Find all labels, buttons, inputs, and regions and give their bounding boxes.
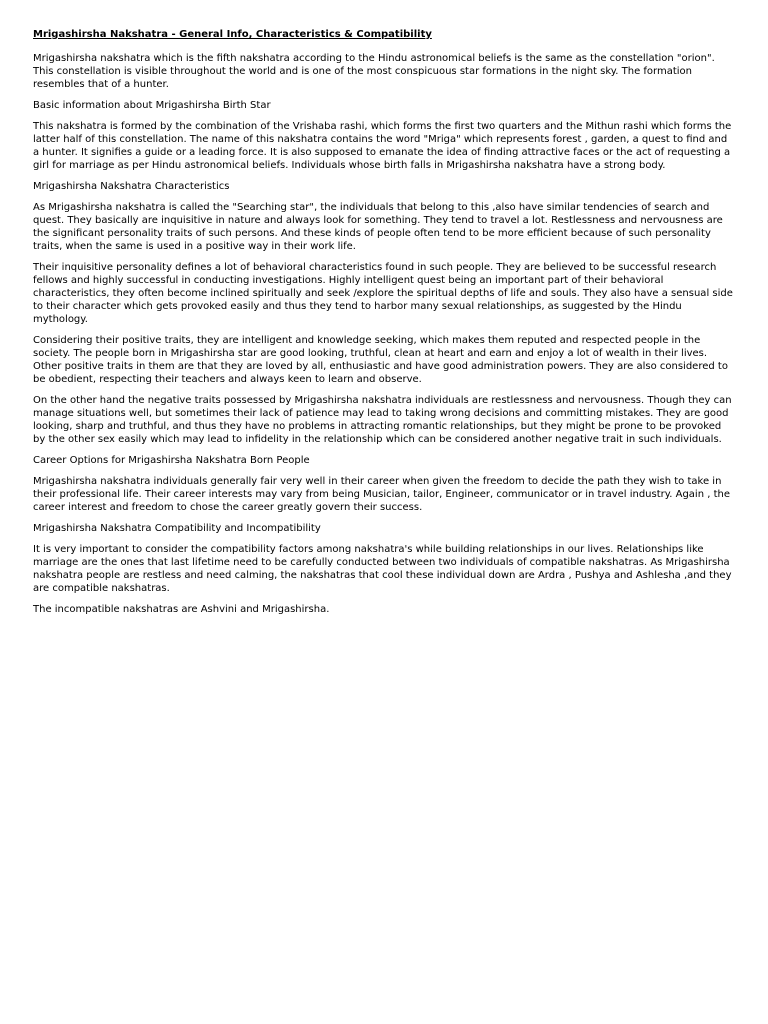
incompatibility-paragraph: The incompatible nakshatras are Ashvini and Mrigashirsha. [33, 604, 330, 615]
characteristics-paragraph-3: Considering their positive traits, they are intelligent and knowledge seeking, which makes them reputed and respected people in the society. The people born in Mrigashirsha star are good looking, truthful, clean at heart and earn and enjoy a lot of wealth in their lives. Other positive traits in them are that they are loved by all, enthusiastic and have good administration powers. They are also considered to be obedient, respecting their teachers and always keen to learn and observe. [33, 335, 728, 385]
section-heading-compatibility: Mrigashirsha Nakshatra Compatibility and Incompatibility [33, 523, 321, 534]
document-page [33, 28, 735, 616]
characteristics-paragraph-4: On the other hand the negative traits possessed by Mrigashirsha nakshatra individuals are restlessness and nervousness. Though they can manage situations well, but sometimes their lack of patience may lead to taking wrong decisions and committing mistakes. They are good looking, sharp and truthful, and thus they have no problems in attracting romantic relationships, but they might be prone to be provoked by the other sex easily which may lead to infidelity in the relationship which can be considered another negative trait in such individuals. [33, 395, 732, 445]
section-heading-career: Career Options for Mrigashirsha Nakshatra Born People [33, 455, 310, 466]
career-paragraph: Mrigashirsha nakshatra individuals generally fair very well in their career when given the freedom to decide the path they wish to take in their professional life. Their career interests may vary from being Musician, tailor, Engineer, communicator or in travel industry. Again , the career interest and freedom to chose the career greatly govern their success. [33, 476, 730, 513]
characteristics-paragraph-1: As Mrigashirsha nakshatra is called the "Searching star", the individuals that belong to this ,also have similar tendencies of search and quest. They basically are inquisitive in nature and always look for something. They tend to travel a lot. Restlessness and nervousness are the significant personality traits of such persons. And these kinds of people often tend to be more efficient because of such personality traits, when the same is used in a positive way in their work life. [33, 202, 723, 252]
document-title: Mrigashirsha Nakshatra - General Info, Characteristics & Compatibility [33, 29, 432, 40]
section-heading-basic-info: Basic information about Mrigashirsha Birth Star [33, 100, 271, 111]
compatibility-paragraph: It is very important to consider the compatibility factors among nakshatra's while building relationships in our lives. Relationships like marriage are the ones that last lifetime need to be carefully conducted between two individuals of compatible nakshatras. As Mrigashirsha nakshatra people are restless and need calming, the nakshatras that cool these individual down are Ardra , Pushya and Ashlesha ,and they are compatible nakshatras. [33, 544, 732, 594]
section-heading-characteristics: Mrigashirsha Nakshatra Characteristics [33, 181, 230, 192]
characteristics-paragraph-2: Their inquisitive personality defines a lot of behavioral characteristics found in such people. They are believed to be successful research fellows and highly successful in conducting investigations. Highly intelligent quest being an important part of their behavioral characteristics, they often become inclined spiritually and seek /explore the spiritual depths of life and souls. They also have a sensual side to their character which gets provoked easily and thus they tend to harbor many sexual relationships, as suggested by the Hindu mythology. [33, 262, 733, 325]
intro-paragraph: Mrigashirsha nakshatra which is the fifth nakshatra according to the Hindu astronomical beliefs is the same as the constellation "orion". This constellation is visible throughout the world and is one of the most conspicuous star formations in the night sky. The formation resembles that of a hunter. [33, 53, 715, 90]
basic-info-paragraph: This nakshatra is formed by the combination of the Vrishaba rashi, which forms the first two quarters and the Mithun rashi which forms the latter half of this constellation. The name of this nakshatra contains the word "Mriga" which represents forest , garden, a quest to find and a hunter. It signifies a guide or a leading force. It is also supposed to emanate the idea of finding attractive faces or the act of requesting a girl for marriage as per Hindu astronomical beliefs. Individuals whose birth falls in Mrigashirsha nakshatra have a strong body. [33, 121, 732, 171]
